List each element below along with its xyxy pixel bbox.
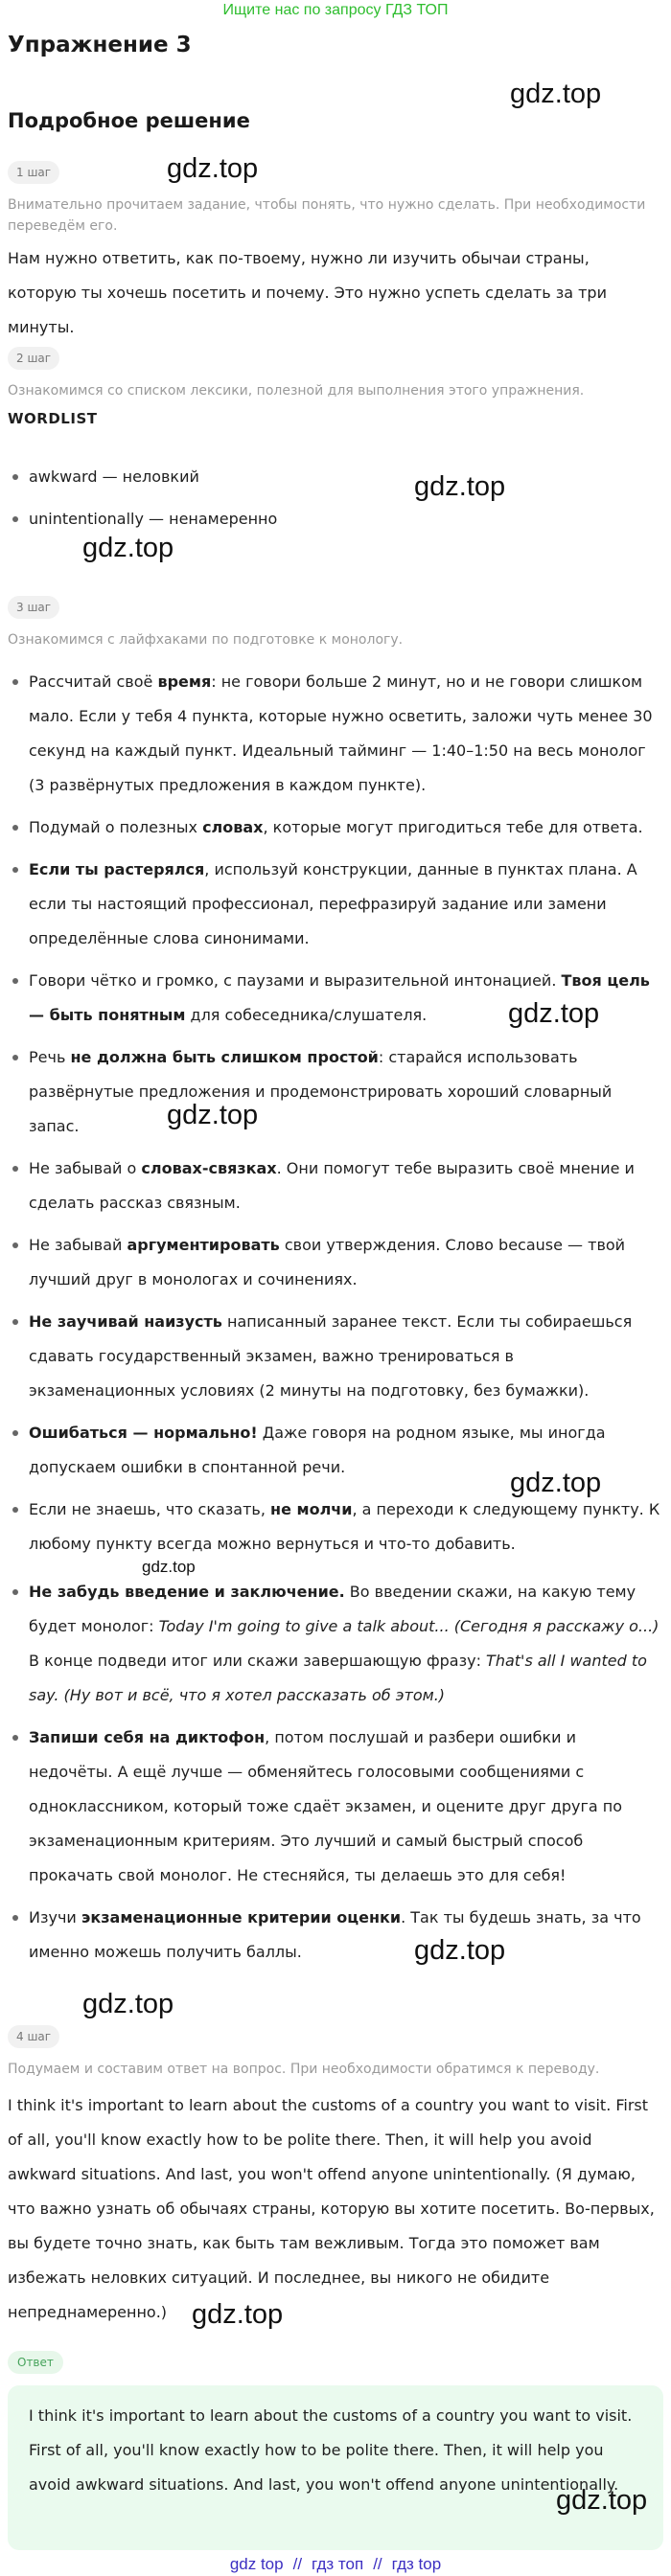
tip-text-run: Во введении скажи, на какую тему будет монолог: (29, 1583, 636, 1635)
watermark: gdz.top (414, 1935, 506, 1966)
tip-text-run: : не говори больше 2 минут, но и не говори слишком мало. Если у тебя 4 пункта, которые нужно осветить, заложи чуть менее 30 секунд на каждый пункт. Идеальный тайминг — 1:40–1:50 на весь монолог (3 развёрнутых предложения в каждом пункте). (29, 672, 653, 794)
step-badge-3: 3 шаг (8, 596, 59, 619)
tip-text-run: написанный заранее текст. Если ты собираешься сдавать государственный экзамен, важно тренироваться в экзаменационных условиях (2 минуты на подготовку, без бумажки). (29, 1312, 633, 1400)
watermark: gdz.top (82, 1989, 174, 2019)
tip-text-run: . Так ты будешь знать, за что именно можешь получить баллы. (29, 1908, 641, 1961)
footer-link[interactable]: гдз top (391, 2555, 442, 2573)
tip-text-run: Речь (29, 1048, 71, 1066)
watermark: gdz.top (167, 1100, 259, 1130)
tip-text-run: That's all I wanted to say. (Ну вот и всё, что я хотел рассказать об этом.) (29, 1652, 647, 1704)
answer-badge: Ответ (8, 2351, 63, 2374)
step-hint-1: Внимательно прочитаем задание, чтобы понять, что нужно сделать. При необходимости переведём его. (8, 197, 646, 234)
tip-text-run: Запиши себя на диктофон (29, 1728, 266, 1746)
tip-item (29, 1721, 661, 1893)
step-badge-4: 4 шаг (8, 2025, 59, 2048)
tip-item (29, 1305, 661, 1408)
tip-text-run: Если не знаешь, что сказать, (29, 1500, 271, 1518)
tip-text-run: словах (202, 818, 264, 836)
tip-text-run: Ошибаться — нормально! (29, 1424, 258, 1442)
watermark: gdz.top (82, 533, 174, 563)
footer-separator: // (292, 2555, 303, 2573)
watermark: gdz.top (142, 1558, 196, 1576)
tip-text-run: Если ты растерялся (29, 860, 205, 878)
tip-item (29, 1151, 661, 1220)
tip-item (29, 665, 661, 803)
answer-box (8, 2385, 663, 2550)
tip-item (29, 1575, 661, 1713)
tip-item (29, 853, 661, 956)
page-title: Упражнение 3 (8, 33, 192, 57)
step-badge-1: 1 шаг (8, 161, 59, 184)
tip-text-run: Изучи (29, 1908, 81, 1926)
tip-text-run: Не заучивай наизусть (29, 1312, 222, 1331)
tip-text-run: Говори чётко и громко, с паузами и выразительной интонацией. (29, 971, 562, 990)
section-title: Подробное решение (8, 109, 250, 132)
step-text-1: Нам нужно ответить, как по-твоему, нужно ли изучить обычаи страны, которую ты хочешь посетить и почему. Это нужно успеть сделать за три минуты. (8, 249, 607, 336)
top-banner: Ищите нас по запросу ГДЗ ТОП (222, 2, 449, 18)
tip-text-run: , а переходи к следующему пункту. К любому пункту всегда можно вернуться и что-то добавить. (29, 1500, 660, 1553)
footer-separator: // (373, 2555, 382, 2573)
word-item: awkward — неловкий (29, 460, 661, 494)
watermark: gdz.top (414, 471, 506, 502)
tip-text-run: Today I'm going to give a talk about... (Сегодня я расскажу о...) (158, 1617, 659, 1635)
tip-text-run: Подумай о полезных (29, 818, 203, 836)
answer-text: I think it's important to learn about the customs of a country you want to visit. First of all, you'll know exactly how to be polite there. Then, it will help you avoid awkward situations. And last, you won't offend anyone unintentionally. (29, 2406, 633, 2494)
tip-text-run: аргументировать (127, 1236, 280, 1254)
watermark: gdz.top (510, 1468, 602, 1498)
tip-text-run: Не забудь введение и заключение. (29, 1583, 345, 1601)
step-badge-2: 2 шаг (8, 347, 59, 370)
footer-links (0, 2552, 671, 2576)
tip-text-run: , которые могут пригодиться тебе для ответа. (263, 818, 643, 836)
tip-text-run: словах-связках (141, 1159, 277, 1177)
step-hint-3: Ознакомимся с лайфхаками по подготовке к монологу. (8, 632, 404, 648)
tip-text-run: Рассчитай своё (29, 672, 158, 691)
tip-text-run: Не забывай о (29, 1159, 142, 1177)
watermark: gdz.top (510, 79, 602, 109)
tip-text-run: для собеседника/слушателя. (185, 1006, 428, 1024)
tip-text-run: Не забывай (29, 1236, 127, 1254)
tip-text-run: не должна быть слишком простой (70, 1048, 379, 1066)
watermark: gdz.top (556, 2485, 648, 2516)
watermark: gdz.top (192, 2299, 284, 2330)
tip-item (29, 810, 661, 845)
step-hint-2: Ознакомимся со списком лексики, полезной для выполнения этого упражнения. (8, 383, 585, 399)
tip-text-run: время (157, 672, 212, 691)
tip-text-run: . Они помогут тебе выразить своё мнение и сделать рассказ связным. (29, 1159, 635, 1212)
tip-text-run: Твоя цель — быть понятным (29, 971, 650, 1024)
footer-link[interactable]: гдз топ (312, 2555, 364, 2573)
tip-item (29, 1493, 661, 1562)
tip-text-run: В конце подведи итог или скажи завершающую фразу: (29, 1652, 487, 1670)
tip-text-run: не молчи (270, 1500, 353, 1518)
tip-text-run: экзаменационные критерии оценки (81, 1908, 402, 1926)
tip-text-run: , потом послушай и разбери ошибки и недочёты. А ещё лучше — обменяйтесь голосовыми сообщениями с одноклассником, который тоже сдаёт экзамен, и оцените друг друга по экзаменационным критериям. Это лучший и самый быстрый способ прокачать свой монолог. Не стесняйся, ты делаешь это для себя! (29, 1728, 622, 1884)
tip-item (29, 1228, 661, 1297)
watermark: gdz.top (167, 153, 259, 184)
wordlist-title: WORDLIST (8, 410, 98, 427)
tip-text-run: Даже говоря на родном языке, мы иногда допускаем ошибки в спонтанной речи. (29, 1424, 606, 1476)
watermark: gdz.top (508, 998, 600, 1029)
word-item: unintentionally — ненамеренно (29, 502, 661, 536)
tip-item (29, 1901, 661, 1970)
tip-text-run: , используй конструкции, данные в пунктах плана. А если ты настоящий профессионал, перефразируй задание или замени определённые слова синонимами. (29, 860, 637, 947)
step-hint-4: Подумаем и составим ответ на вопрос. При необходимости обратимся к переводу. (8, 2062, 600, 2077)
tip-text-run: : старайся использовать развёрнутые предложения и продемонстрировать хороший словарный запас. (29, 1048, 613, 1135)
footer-link[interactable]: gdz top (229, 2555, 284, 2573)
tip-item (29, 1040, 661, 1144)
tip-text-run: свои утверждения. Слово because — твой лучший друг в монологах и сочинениях. (29, 1236, 626, 1288)
step-text-4: I think it's important to learn about the customs of a country you want to visit. First of all, you'll know exactly how to be polite there. Then, it will help you avoid awkward situations. And last, you won't offend anyone unintentionally. (Я думаю, что важно узнать об обычаях страны, которую вы хотите посетить. Во-первых, вы будете точно знать, как быть там вежливым. Тогда это поможет вам избежать неловких ситуаций. И последнее, вы никого не обидите непреднамеренно.) (8, 2096, 655, 2321)
